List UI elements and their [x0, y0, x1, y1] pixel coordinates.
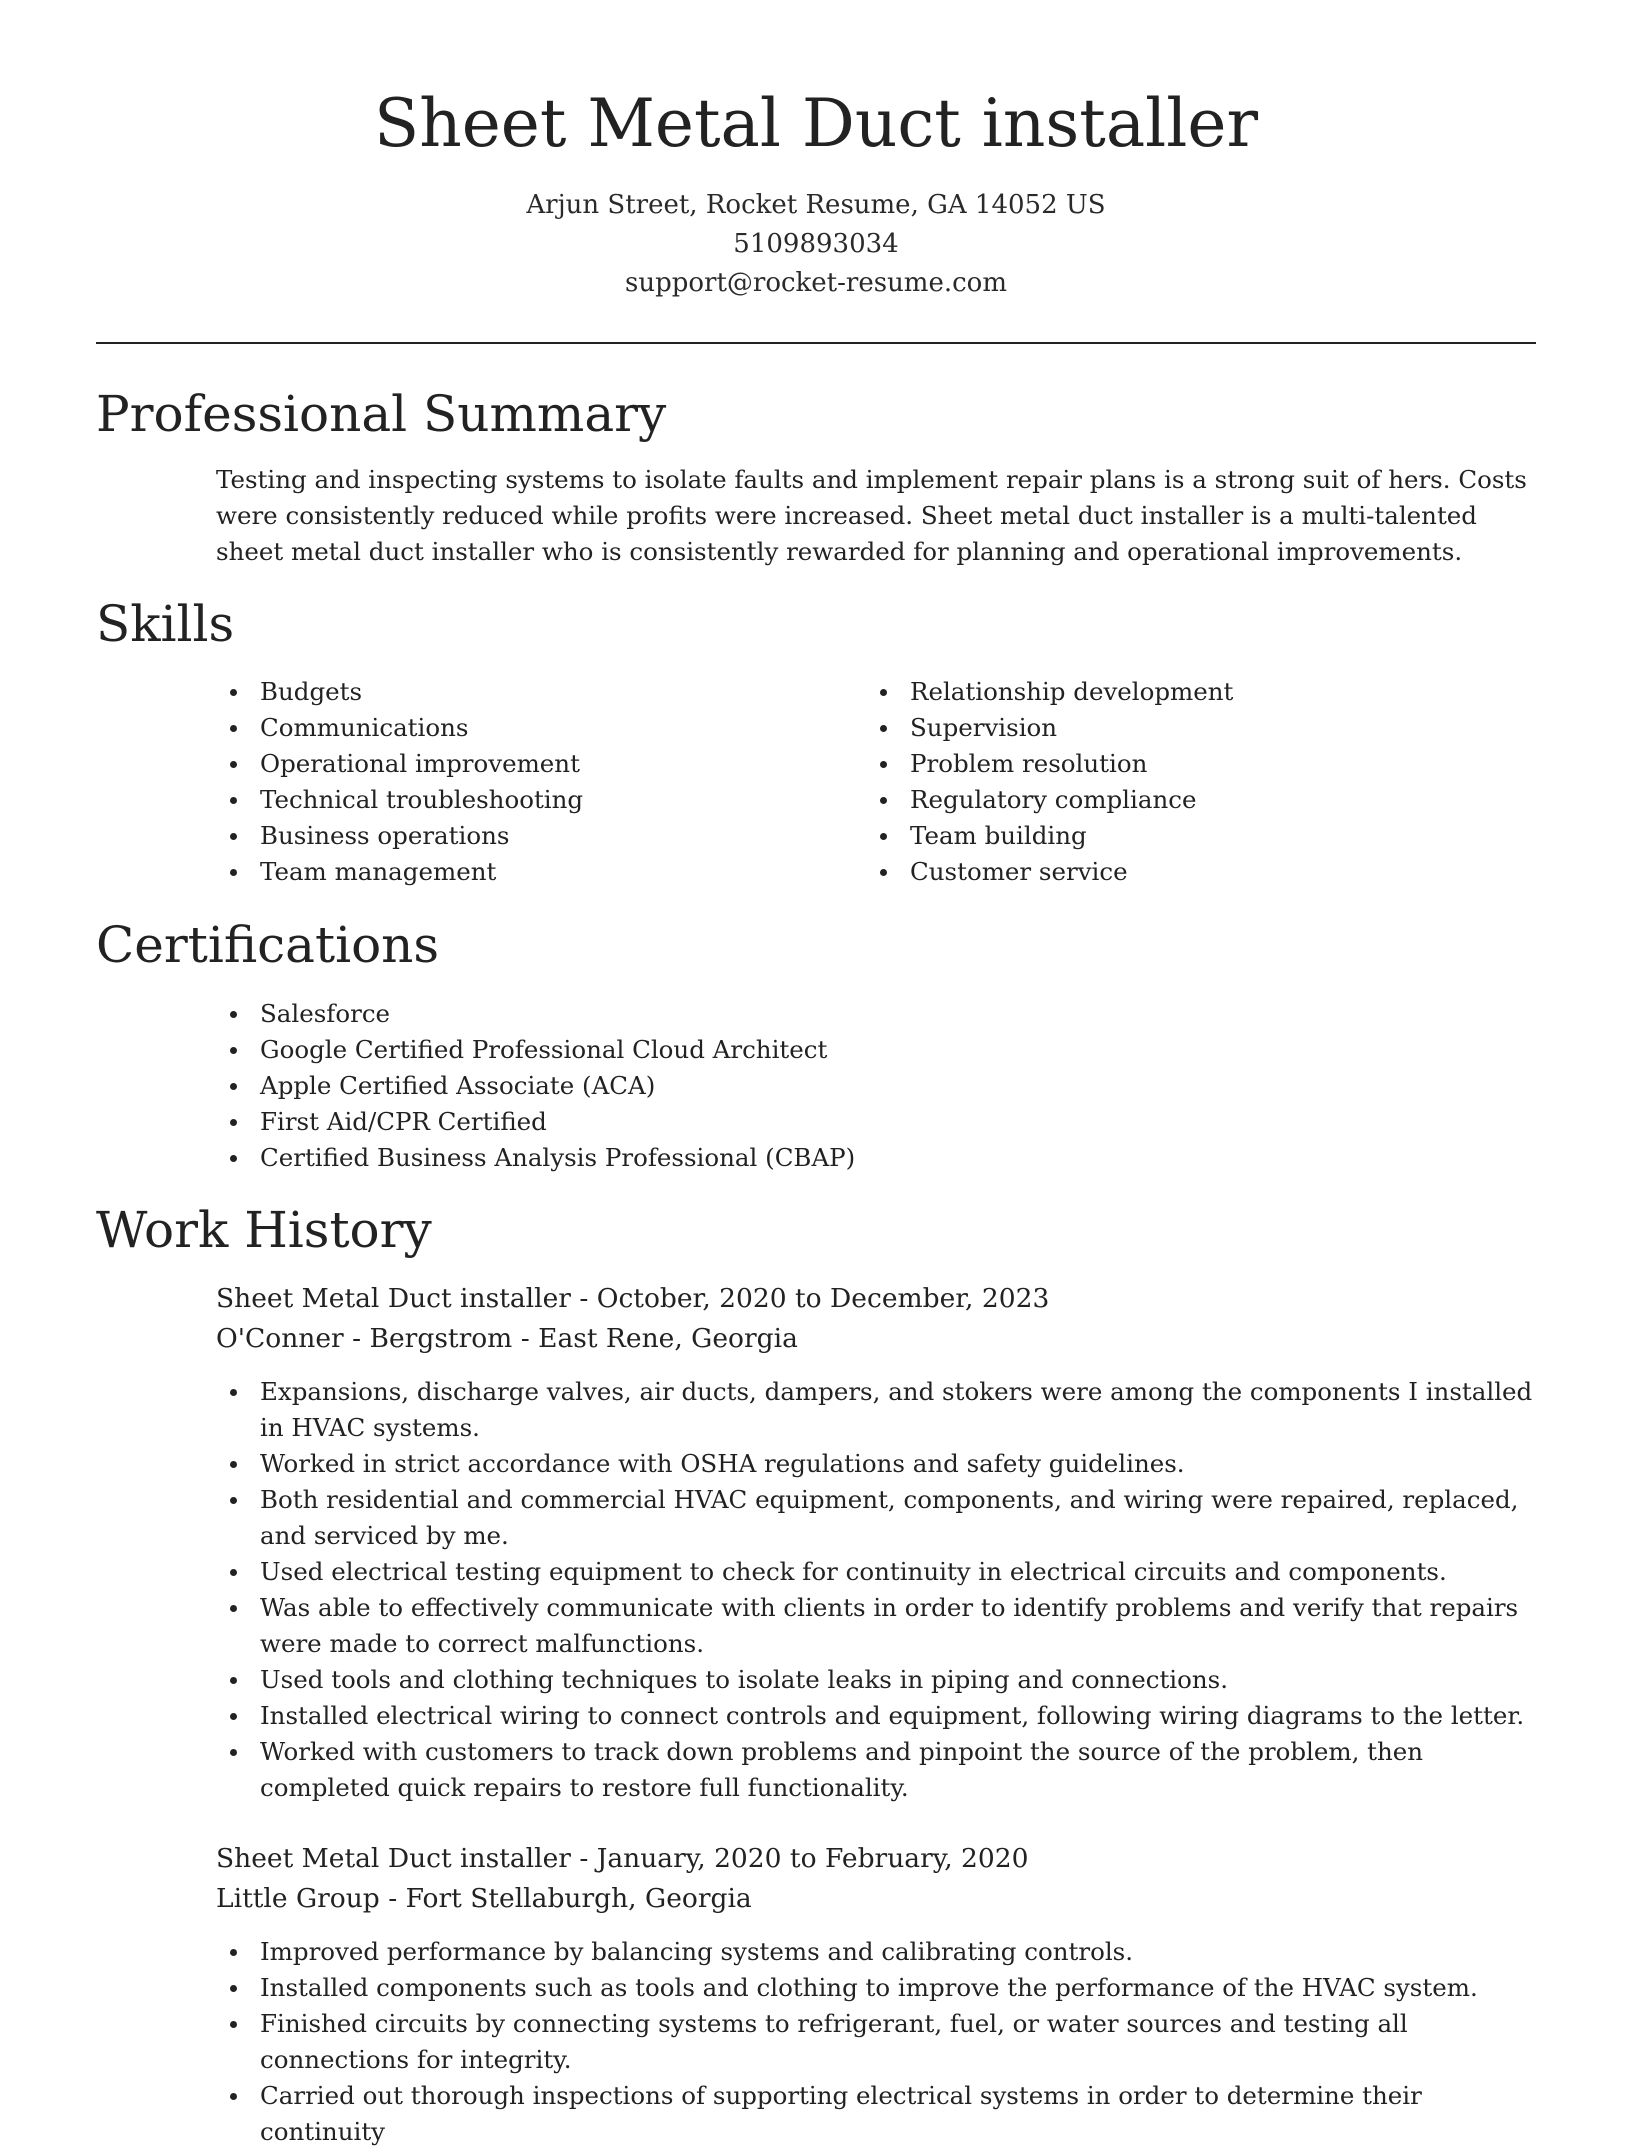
job-company-line: Little Group - Fort Stellaburgh, Georgia [216, 1883, 752, 1914]
certifications-list [216, 996, 855, 1176]
skill-item: Operational improvement [216, 746, 583, 782]
job-bullet: Expansions, discharge valves, air ducts, dampers, and stokers were among the components I installed in HVAC systems. [216, 1374, 1536, 1446]
work-history-heading: Work History [96, 1201, 432, 1259]
job-bullet: Carried out thorough inspections of supporting electrical systems in order to determine their continuity [216, 2078, 1536, 2150]
skill-item: Communications [216, 710, 583, 746]
skill-item: Technical troubleshooting [216, 782, 583, 818]
job-bullet: Installed electrical wiring to connect controls and equipment, following wiring diagrams to the letter. [216, 1698, 1536, 1734]
contact-phone: 5109893034 [733, 229, 899, 259]
skills-heading: Skills [96, 595, 235, 653]
header-divider [96, 342, 1536, 344]
resume-header [0, 0, 1632, 303]
summary-text: Testing and inspecting systems to isolate faults and implement repair plans is a strong suit of hers. Costs were consistently reduced while profits were increased. Sheet metal duct installer is a multi-talented sheet metal duct installer who is consistently rewarded for planning and operational improvements. [216, 465, 1527, 566]
job-bullets [216, 1934, 1536, 2150]
skills-list-left [216, 674, 583, 890]
certification-item: Certified Business Analysis Professional (CBAP) [216, 1140, 855, 1176]
skill-item: Team building [866, 818, 1233, 854]
job-bullet: Worked with customers to track down problems and pinpoint the source of the problem, then completed quick repairs to restore full functionality. [216, 1734, 1536, 1806]
job-bullet: Improved performance by balancing systems and calibrating controls. [216, 1934, 1536, 1970]
job-bullet: Both residential and commercial HVAC equipment, components, and wiring were repaired, replaced, and serviced by me. [216, 1482, 1536, 1554]
job-bullet: Used tools and clothing techniques to isolate leaks in piping and connections. [216, 1662, 1536, 1698]
skill-item: Customer service [866, 854, 1233, 890]
certifications-heading: Certifications [96, 916, 440, 974]
job-bullets [216, 1374, 1536, 1806]
job-bullet: Installed components such as tools and clothing to improve the performance of the HVAC system. [216, 1970, 1536, 2006]
contact-address: Arjun Street, Rocket Resume, GA 14052 US [526, 190, 1106, 220]
skill-item: Relationship development [866, 674, 1233, 710]
candidate-name: Sheet Metal Duct installer [373, 85, 1258, 162]
skill-item: Supervision [866, 710, 1233, 746]
job-company-line: O'Conner - Bergstrom - East Rene, Georgia [216, 1323, 798, 1354]
skill-item: Budgets [216, 674, 583, 710]
job-title-line: Sheet Metal Duct installer - January, 2020 to February, 2020 [216, 1843, 1029, 1874]
skill-item: Problem resolution [866, 746, 1233, 782]
job-title-line: Sheet Metal Duct installer - October, 2020 to December, 2023 [216, 1283, 1050, 1314]
job-bullet: Worked in strict accordance with OSHA regulations and safety guidelines. [216, 1446, 1536, 1482]
skill-item: Team management [216, 854, 583, 890]
skill-item: Business operations [216, 818, 583, 854]
job-bullet: Finished circuits by connecting systems to refrigerant, fuel, or water sources and testing all connections for integrity. [216, 2006, 1536, 2078]
certification-item: Apple Certified Associate (ACA) [216, 1068, 855, 1104]
certification-item: Google Certified Professional Cloud Architect [216, 1032, 855, 1068]
certification-item: Salesforce [216, 996, 855, 1032]
skill-item: Regulatory compliance [866, 782, 1233, 818]
summary-heading: Professional Summary [96, 385, 667, 443]
job-bullet: Was able to effectively communicate with clients in order to identify problems and verify that repairs were made to correct malfunctions. [216, 1590, 1536, 1662]
certification-item: First Aid/CPR Certified [216, 1104, 855, 1140]
contact-email: support@rocket-resume.com [624, 268, 1007, 298]
job-bullet: Used electrical testing equipment to check for continuity in electrical circuits and components. [216, 1554, 1536, 1590]
contact-block [0, 186, 1632, 303]
skills-list-right [866, 674, 1233, 890]
